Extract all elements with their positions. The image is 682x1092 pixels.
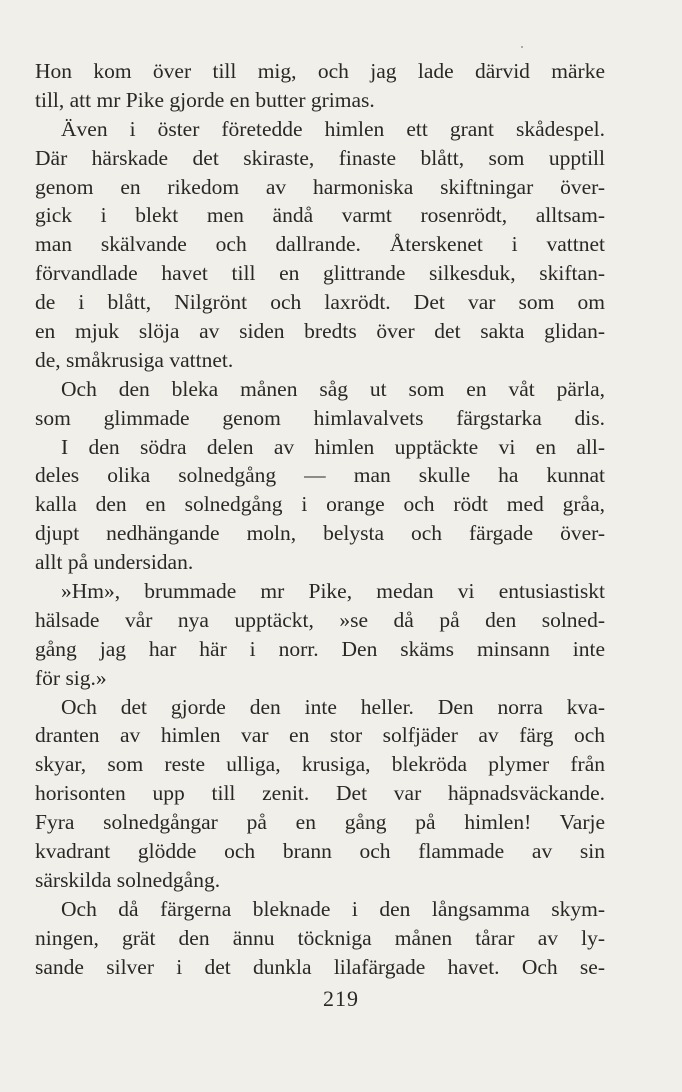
text-line: deles olika solnedgång — man skulle ha kunnat — [35, 463, 605, 488]
text-line: särskilda solnedgång. — [35, 867, 221, 892]
text-line: Även i öster företedde himlen ett grant skådespel. — [61, 116, 605, 141]
text-line: som glimmade genom himlavalvets färgstarka dis. — [35, 405, 605, 430]
text-line: allt på undersidan. — [35, 550, 194, 575]
text-line: I den södra delen av himlen upptäckte vi en all- — [61, 434, 605, 459]
text-line: Och det gjorde den inte heller. Den norra kva- — [61, 694, 605, 719]
text-line: Där härskade det skiraste, finaste blått, som upptill — [35, 145, 605, 170]
text-line: Fyra solnedgångar på en gång på himlen! Varje — [35, 810, 605, 835]
text-line: djupt nedhängande moln, belysta och färgade över- — [35, 521, 605, 546]
text-line: de, småkrusiga vattnet. — [35, 347, 234, 372]
text-line: Hon kom över till mig, och jag lade därvid märke — [35, 59, 605, 83]
text-line: till, att mr Pike gjorde en butter grimas. — [35, 87, 375, 112]
text-line: för sig.» — [35, 665, 107, 690]
text-line: »Hm», brummade mr Pike, medan vi entusiastiskt — [61, 579, 605, 604]
text-line: kalla den en solnedgång i orange och rödt med gråa, — [35, 492, 605, 517]
text-line: gick i blekt men ändå varmt rosenrödt, alltsam- — [35, 203, 605, 228]
text-line: sande silver i det dunkla lilafärgade havet. Och se- — [35, 954, 605, 979]
text-line: dranten av himlen var en stor solfjäder av färg och — [35, 723, 605, 748]
text-line: hälsade vår nya upptäckt, »se då på den solned- — [35, 607, 605, 632]
text-line: förvandlade havet till en glittrande silkesduk, skiftan- — [35, 261, 605, 286]
text-line: skyar, som reste ulliga, krusiga, blekröda plymer från — [35, 752, 605, 777]
text-line: Och den bleka månen såg ut som en våt pärla, — [61, 376, 605, 401]
page-number: 219 — [323, 986, 359, 1011]
text-line: genom en rikedom av harmoniska skiftningar över- — [35, 174, 605, 199]
text-line: gång jag har här i norr. Den skäms minsann inte — [35, 636, 605, 661]
body-text — [35, 57, 605, 982]
text-line: Och då färgerna bleknade i den långsamma skym- — [61, 896, 605, 921]
paper-speck — [521, 46, 523, 48]
text-line: ningen, grät den ännu töckniga månen tårar av ly- — [35, 925, 605, 950]
text-line: kvadrant glödde och brann och flammade av sin — [35, 839, 605, 864]
text-line: en mjuk slöja av siden bredts över det sakta glidan- — [35, 319, 605, 344]
text-line: man skälvande och dallrande. Återskenet i vattnet — [35, 232, 605, 257]
text-line: de i blått, Nilgrönt och laxrödt. Det var som om — [35, 290, 605, 315]
text-line: horisonten upp till zenit. Det var häpnadsväckande. — [35, 781, 605, 806]
